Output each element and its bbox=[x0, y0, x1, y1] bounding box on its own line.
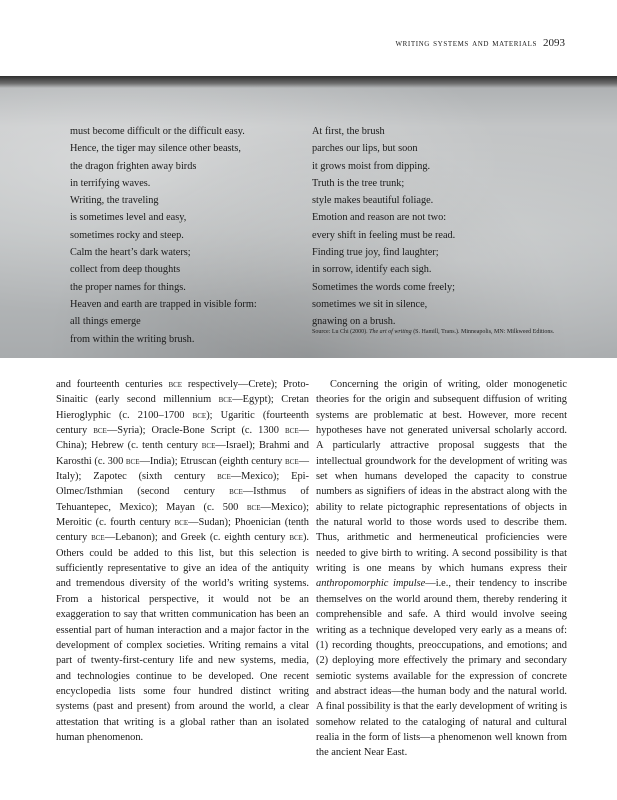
poem-line: every shift in feeling must be read. bbox=[312, 229, 456, 241]
poem-banner bbox=[0, 76, 617, 358]
text-run: —India); Etruscan (eighth century bbox=[139, 455, 285, 467]
poem-line: Hence, the tiger may silence other beasts, bbox=[70, 143, 241, 155]
text-run: ); Ugaritic (fourteenth century bbox=[56, 409, 309, 437]
text-run: —Isthmus of Tehuantepec, Mexico); Mayan (c. 500 bbox=[56, 486, 309, 513]
text-run: —Syria); Oracle-Bone Script (c. 1300 bbox=[106, 425, 285, 437]
poem-line: all things emerge bbox=[70, 316, 141, 328]
era-abbrev: bce bbox=[217, 471, 231, 483]
poem-line: Calm the heart’s dark waters; bbox=[70, 247, 191, 259]
era-abbrev: bce bbox=[289, 532, 303, 544]
era-abbrev: bce bbox=[218, 394, 233, 406]
poem-line: the dragon frighten away birds bbox=[70, 160, 197, 172]
poem-source-citation bbox=[312, 328, 572, 336]
text-run: —Mexico); Meroitic (c. fourth century bbox=[56, 501, 309, 529]
body-column-left bbox=[56, 377, 309, 745]
banner-torn-edge bbox=[0, 76, 617, 88]
era-abbrev: bce bbox=[284, 425, 299, 437]
poem-line: the proper names for things. bbox=[70, 281, 186, 293]
poem-line: sometimes rocky and steep. bbox=[70, 229, 184, 241]
era-abbrev: bce bbox=[246, 501, 261, 513]
poem-line: Writing, the traveling bbox=[70, 195, 159, 207]
poem-line: in sorrow, identify each sigh. bbox=[312, 264, 432, 276]
running-title: writing systems and materials bbox=[395, 38, 537, 49]
body-column-right bbox=[316, 377, 567, 761]
source-prefix: Source: Lu Chi (2000). bbox=[312, 329, 370, 335]
text-run: —Egypt); Cretan Hieroglyphic (c. 2100–1700 bbox=[56, 394, 309, 421]
emphasis-term: anthropomorphic impulse bbox=[316, 578, 426, 590]
era-abbrev: bce bbox=[168, 379, 183, 390]
text-run: —Mexico); Epi-Olmec/Isthmian (second century bbox=[56, 471, 309, 498]
text-run: —Italy); Zapotec (sixth century bbox=[56, 455, 309, 483]
text-run: —China); Hebrew (c. tenth century bbox=[56, 425, 309, 452]
text-run: Concerning the origin of writing, older monogenetic theories for the origin and subsequent diffusion of writing systems are problematic at best. However, more recent hypotheses have not generated universal scholarly accord. A particularly attractive proposal suggests that the intellectual groundwork for the development of writing was set when humans developed the capacity to construe numbers as signifiers of ideas in the abstract along with the ability to relate pictographic representations of objects in the natural world to those words used to describe them. Thus, arithmetic and hermeneutical proficiencies were needed to give birth to writing. A second possibility is that writing is one means by which humans express their bbox=[316, 379, 567, 575]
poem-line: Finding true joy, find laughter; bbox=[312, 247, 439, 259]
page-number: 2093 bbox=[543, 37, 565, 49]
body-paragraph-right bbox=[316, 377, 567, 761]
poem-line: sometimes we sit in silence, bbox=[312, 298, 428, 310]
era-abbrev: bce bbox=[91, 532, 105, 544]
poem-line: it grows moist from dipping. bbox=[312, 160, 431, 172]
text-run: —Lebanon); and Greek (c. eighth century bbox=[104, 532, 290, 544]
era-abbrev: bce bbox=[125, 455, 140, 467]
poem-line: At first, the brush bbox=[312, 126, 385, 137]
poem-line: collect from deep thoughts bbox=[70, 264, 181, 276]
source-suffix: (S. Hamill, Trans.). Minneapolis, MN: Milkweed Editions. bbox=[411, 329, 555, 335]
poem-line: Heaven and earth are trapped in visible form: bbox=[70, 298, 257, 310]
poem-line: is sometimes level and easy, bbox=[70, 212, 187, 224]
poem-line: in terrifying waves. bbox=[70, 177, 151, 189]
era-abbrev: bce bbox=[201, 440, 216, 452]
poem-line: from within the writing brush. bbox=[70, 333, 195, 345]
running-head bbox=[395, 37, 565, 49]
text-run: —i.e., their tendency to inscribe themselves on the world around them, thereby rendering it comprehensible and safe. A third would involve seeing writing as a technique developed very early as a means of: (1) recording thoughts, preoccupations, and emotions; and (2) deploying more effectively the primary and secondary semiotic systems available for the expression of concrete and abstract ideas—the human body and the natural world. A final possibility is that the early development of writing is somehow related to the cataloging of natural and cultural realia in the form of lists—a phenomenon well known from the ancient Near East. bbox=[316, 578, 567, 759]
poem-line: Sometimes the words come freely; bbox=[312, 281, 455, 293]
text-run: respectively—Crete); Proto-Sinaitic (early second millennium bbox=[56, 379, 310, 406]
poem-line: parches our lips, but soon bbox=[312, 143, 418, 155]
poem-column-left bbox=[70, 123, 310, 348]
poem-line: must become difficult or the difficult easy. bbox=[70, 126, 245, 137]
era-abbrev: bce bbox=[192, 409, 207, 421]
poem-line: Truth is the tree trunk; bbox=[312, 177, 405, 189]
poem-line: Emotion and reason are not two: bbox=[312, 212, 447, 224]
era-abbrev: bce bbox=[174, 517, 189, 529]
source-title: The art of writing bbox=[369, 329, 412, 335]
text-run: and fourteenth centuries bbox=[56, 379, 169, 390]
text-run: —Israel); Brahmi and Karosthi (c. 300 bbox=[56, 440, 309, 467]
body-paragraph-left bbox=[56, 377, 309, 745]
text-run: ). Others could be added to this list, but this selection is sufficiently representative to give an idea of the antiquity and tremendous diversity of the world’s writing systems. From a historical perspective, it would not be an exaggeration to say that written communication has been an essential part of human interaction and a major factor in the development of complex societies. Writing remains a vital part of twenty-first-century life and new systems, media, and technologies continue to be developed. One recent encyclopedia lists some four hundred distinct writing systems (past and present) from around the world, a clear attestation that writing is a global rather than an isolated human phenomenon. bbox=[56, 532, 310, 743]
era-abbrev: bce bbox=[229, 486, 243, 498]
poem-column-right bbox=[312, 123, 577, 331]
text-run: —Sudan); Phoenician (tenth century bbox=[56, 517, 309, 544]
poem-line: gnawing on a brush. bbox=[312, 316, 396, 328]
poem-line: style makes beautiful foliage. bbox=[312, 195, 434, 207]
era-abbrev: bce bbox=[93, 425, 107, 437]
era-abbrev: bce bbox=[284, 455, 299, 467]
